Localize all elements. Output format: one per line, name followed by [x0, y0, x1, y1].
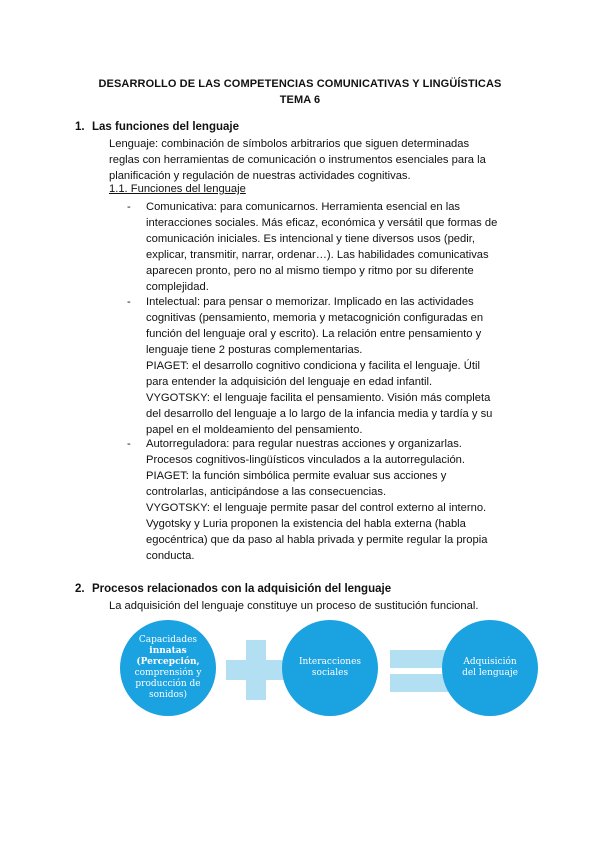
document-title: DESARROLLO DE LAS COMPETENCIAS COMUNICATIVAS Y LINGÜÍSTICAS	[98, 78, 502, 90]
text-line: del desarrollo del lenguaje a lo largo de la infancia media y tardía y su	[146, 408, 493, 420]
text-line: Vygotsky y Luria proponen la existencia del habla externa (habla	[146, 518, 466, 530]
text-line: explicar, transmitir, narrar, ordenar…). Las habilidades comunicativas	[146, 249, 489, 261]
text-line: reglas con herramientas de comunicación o instrumentos esenciales para la	[109, 154, 486, 166]
text-line: La adquisición del lenguaje constituye un proceso de sustitución funcional.	[109, 600, 479, 612]
text-line: interacciones sociales. Más eficaz, económica y versátil que formas de	[146, 217, 498, 229]
document-subtitle: TEMA 6	[279, 94, 321, 106]
section-intro	[109, 598, 549, 614]
text-line: PIAGET: la función simbólica permite evaluar sus acciones y	[146, 470, 447, 482]
text-line: Procesos cognitivos-lingüísticos vinculados a la autorregulación.	[146, 454, 466, 466]
section-heading	[75, 121, 239, 133]
bullet-dash: -	[127, 438, 131, 450]
text-line: comunicación iniciales. Es intencional y tiene diversos usos (pedir,	[146, 233, 475, 245]
social-interactions-circle	[282, 620, 378, 716]
text-line: controlarlas, anticipándose a las consecuencias.	[146, 486, 387, 498]
text-line: lenguaje tiene 2 posturas complementarias.	[146, 344, 363, 356]
text-line: PIAGET: el desarrollo cognitivo condiciona y facilita el lenguaje. Útil	[146, 360, 480, 372]
process-diagram	[120, 620, 540, 720]
text-line: Intelectual: para pensar o memorizar. Implicado en las actividades	[146, 296, 474, 308]
text-line: para entender la adquisición del lenguaje en edad infantil.	[146, 376, 433, 388]
text-line: VYGOTSKY: el lenguaje permite pasar del control externo al interno.	[146, 502, 487, 514]
section-intro	[109, 136, 529, 184]
circle-label: Adquisición	[463, 657, 517, 667]
section-number: 2.	[75, 583, 85, 595]
text-line: cognitivas (pensamiento, memoria y metacognición configuradas en	[146, 312, 484, 324]
language-acquisition-circle	[442, 620, 538, 716]
circle-label: sociales	[311, 668, 349, 678]
list-item	[127, 436, 531, 564]
text-line: Comunicativa: para comunicarnos. Herramienta esencial en las	[146, 201, 461, 213]
text-line: Autorreguladora: para regular nuestras acciones y organizarlas.	[146, 438, 462, 450]
section-heading	[75, 583, 392, 595]
circle-label: comprensión y	[134, 668, 202, 678]
circle-label: producción de	[135, 679, 201, 689]
equals-bottom-bar	[390, 674, 448, 692]
circle-label: innatas	[149, 646, 187, 656]
bullet-dash: -	[127, 296, 131, 308]
circle-label: Interacciones	[298, 657, 362, 667]
bullet-dash: -	[127, 201, 131, 213]
innate-capacities-circle	[120, 620, 216, 716]
text-line: egocéntrica) que da paso al habla privada y permite regular la propia	[146, 534, 488, 546]
circle-label: del lenguaje	[462, 668, 518, 678]
subsection-heading: 1.1. Funciones del lenguaje	[109, 183, 246, 195]
circle-label: sonidos)	[148, 690, 188, 700]
circle-label: Capacidades	[138, 635, 198, 645]
equals-top-bar	[390, 650, 448, 668]
text-line: complejidad.	[146, 281, 209, 293]
list-item	[127, 294, 531, 438]
list-item	[127, 199, 531, 295]
text-line: conducta.	[146, 550, 195, 562]
section-title: Procesos relacionados con la adquisición del lenguaje	[92, 583, 392, 595]
plus-horizontal-bar	[226, 660, 286, 680]
section-title: Las funciones del lenguaje	[92, 121, 239, 133]
circle-label: (Percepción,	[136, 657, 200, 667]
text-line: Lenguaje: combinación de símbolos arbitrarios que siguen determinadas	[109, 138, 470, 150]
section-number: 1.	[75, 121, 85, 133]
text-line: aparecen pronto, pero no al mismo tiempo y ritmo por su diferente	[146, 265, 474, 277]
text-line: planificación y regulación de nuestras actividades cognitivas.	[109, 170, 411, 182]
text-line: VYGOTSKY: el lenguaje facilita el pensamiento. Visión más completa	[146, 392, 491, 404]
text-line: función del lenguaje oral y escrito). La relación entre pensamiento y	[146, 328, 482, 340]
text-line: papel en el moldeamiento del pensamiento.	[146, 424, 363, 436]
